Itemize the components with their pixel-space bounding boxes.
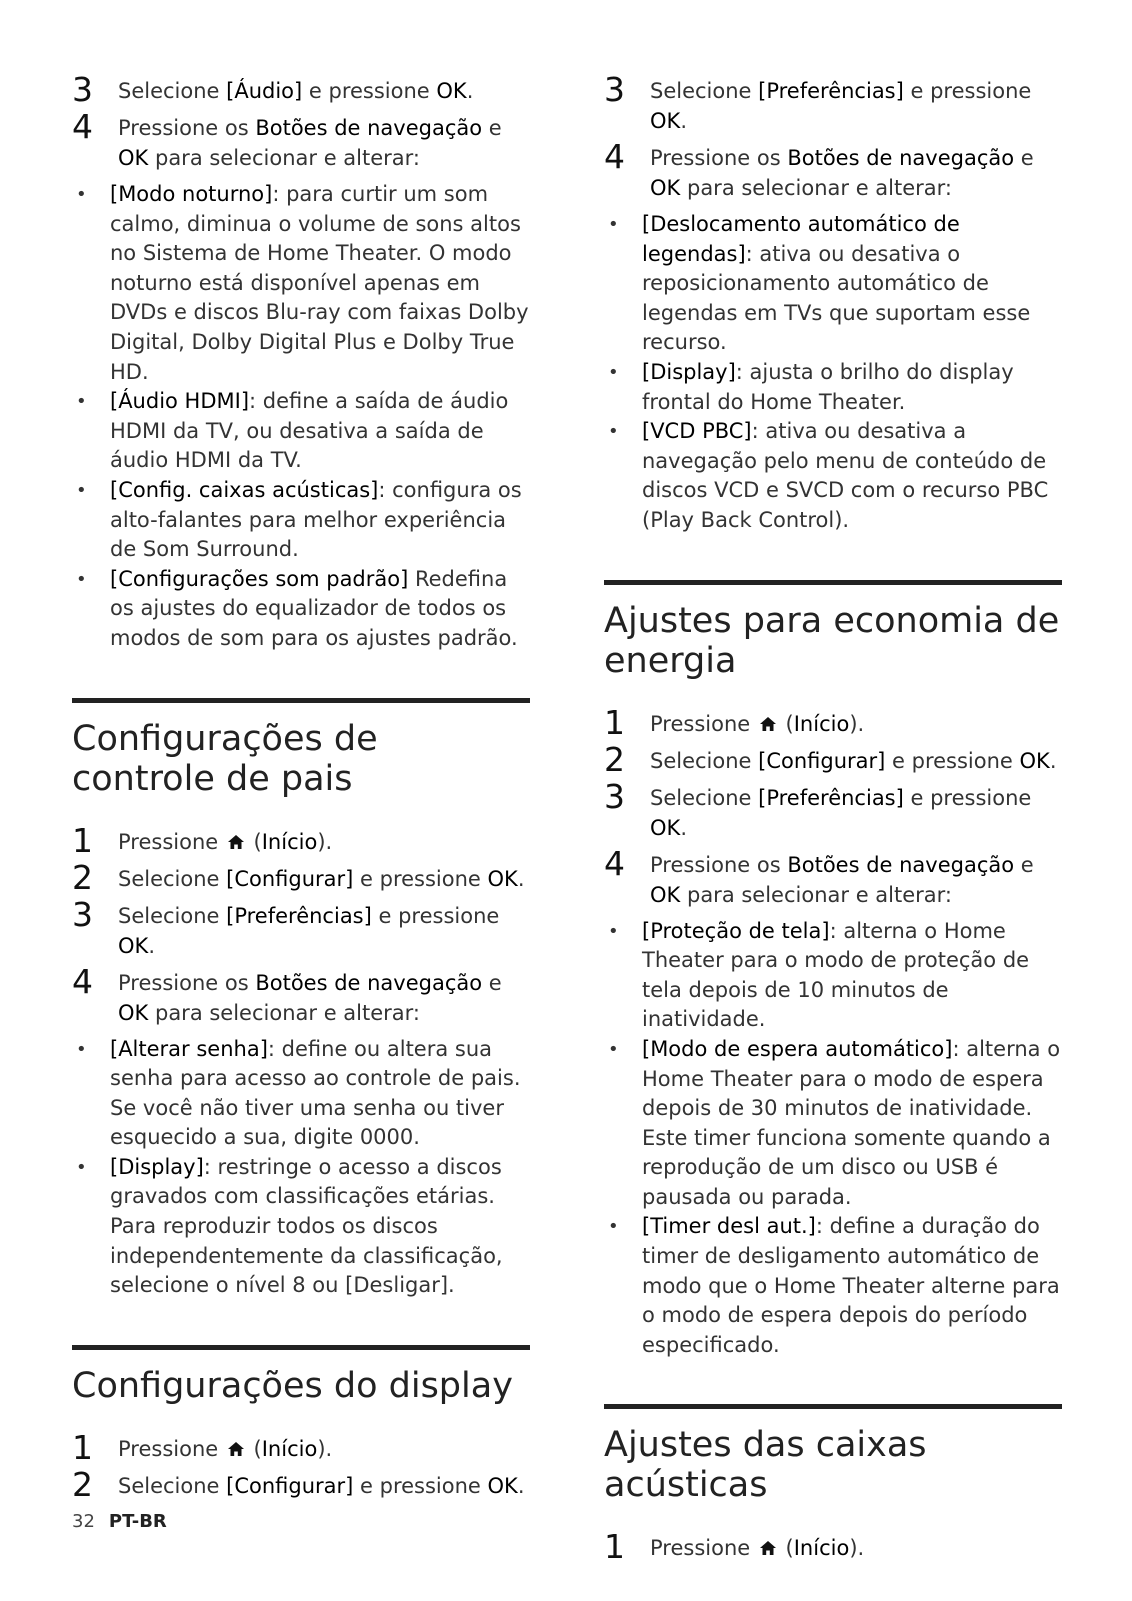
section-title-speakers: Ajustes das caixas acústicas: [604, 1425, 927, 1506]
step-keyword: OK: [487, 1473, 518, 1498]
right-column: [604, 70, 1062, 1570]
home-icon: [227, 1435, 245, 1451]
step-text: Pressione (Início).: [118, 829, 333, 854]
audio-bullets: [72, 180, 530, 654]
step-item: [72, 961, 530, 1028]
step-number: 2: [604, 739, 625, 779]
step-number: 1: [604, 702, 625, 742]
section-title-parental: Configurações de controle de pais: [72, 718, 378, 799]
step-item: [604, 702, 1062, 742]
language-code: PT-BR: [108, 1511, 167, 1532]
section-rule: [72, 1345, 530, 1350]
display-steps: [72, 1427, 530, 1504]
step-text: Selecione [Preferências] e pressione OK.: [650, 785, 1032, 840]
step-number: 2: [72, 857, 93, 897]
bullet-item: [604, 358, 1062, 417]
step-keyword: [Preferências]: [758, 79, 904, 103]
step-keyword: [Configurar]: [226, 866, 354, 891]
section-speakers: [604, 1404, 1062, 1567]
page-footer: [72, 1511, 167, 1532]
preferences-steps: [604, 70, 1062, 203]
step-keyword: Botões de navegação: [255, 970, 483, 995]
option-description: : define ou altera sua senha para acesso ao controle de pais. Se você não tiver uma senha ou tiver esquecido a sua, digite 0000.: [110, 1036, 521, 1150]
speakers-steps: [604, 1527, 1062, 1567]
section-title-energy: Ajustes para economia de energia: [604, 600, 1060, 681]
step-keyword: OK: [650, 176, 681, 200]
step-text: Pressione os Botões de navegação e OK para selecionar e alterar:: [650, 146, 1034, 200]
option-term: [Display]: [642, 359, 736, 384]
step-keyword: OK: [1019, 748, 1050, 773]
bullet-item: [604, 917, 1062, 1035]
step-number: 4: [604, 843, 625, 883]
option-term: [Áudio HDMI]: [110, 389, 250, 414]
bullet-item: [604, 417, 1062, 535]
step-item: [72, 107, 530, 173]
option-description: : define a duração do timer de desligamento automático de modo que o Home Theater alterne para o modo de espera depois do período especificado.: [642, 1214, 1060, 1357]
option-description: : para curtir um som calmo, diminua o volume de sons altos no Sistema de Home Theater. O modo noturno está disponível apenas em DVDs e discos Blu-ray com faixas Dolby Digital, Dolby Digital Plus e Dolby True HD.: [110, 182, 529, 384]
option-description: Redefina os ajustes do equalizador de todos os modos de som para os ajustes padrão.: [110, 566, 518, 650]
bullet-item: [72, 1035, 530, 1153]
page-number: 32: [72, 1511, 95, 1532]
step-text: Selecione [Preferências] e pressione OK.: [118, 903, 500, 958]
option-description: : alterna o Home Theater para o modo de proteção de tela depois de 10 minutos de inatividade.: [642, 918, 1030, 1032]
bullet-item: [72, 180, 530, 387]
option-term: [Proteção de tela]: [642, 918, 830, 943]
step-item: [604, 739, 1062, 779]
step-keyword: OK: [118, 933, 149, 958]
step-keyword: [Áudio]: [226, 79, 303, 103]
option-description: : define a saída de áudio HDMI da TV, ou desativa a saída de áudio HDMI da TV.: [110, 389, 509, 473]
option-description: : configura os alto-falantes para melhor experiência de Som Surround.: [110, 477, 522, 562]
step-number: 2: [72, 1464, 93, 1504]
step-number: 1: [72, 820, 93, 860]
step-keyword: [Configurar]: [758, 748, 886, 773]
step-text: Selecione [Áudio] e pressione OK.: [118, 79, 474, 103]
section-parental: [72, 698, 530, 1301]
step-number: 4: [72, 961, 93, 1001]
step-text: Selecione [Configurar] e pressione OK.: [118, 1473, 525, 1498]
option-term: [Deslocamento automático de legendas]: [642, 212, 960, 266]
step-item: [604, 776, 1062, 843]
parental-steps: [72, 820, 530, 1028]
home-icon: [759, 710, 777, 726]
step-keyword: [Preferências]: [758, 785, 904, 810]
step-item: [72, 894, 530, 961]
step-text: Selecione [Configurar] e pressione OK.: [650, 748, 1057, 773]
step-text: Pressione (Início).: [650, 1536, 865, 1561]
step-item: [604, 1527, 1062, 1567]
energy-bullets: [604, 917, 1062, 1361]
section-energy: [604, 580, 1062, 1361]
option-term: [Display]: [110, 1154, 204, 1179]
step-item: [72, 70, 530, 109]
bullet-item: [604, 210, 1062, 358]
step-keyword: Início: [261, 829, 318, 854]
option-term: [Configurações som padrão]: [110, 566, 409, 591]
step-item: [72, 857, 530, 897]
option-term: [Modo noturno]: [110, 182, 273, 206]
section-rule: [604, 580, 1062, 585]
option-term: [Modo de espera automático]: [642, 1036, 953, 1061]
step-text: Selecione [Configurar] e pressione OK.: [118, 866, 525, 891]
step-item: [604, 137, 1062, 203]
section-title-display: Configurações do display: [72, 1365, 513, 1406]
step-keyword: OK: [487, 866, 518, 891]
step-item: [72, 1427, 530, 1467]
option-term: [Timer desl aut.]: [642, 1214, 816, 1239]
audio-steps: [72, 70, 530, 173]
parental-bullets: [72, 1035, 530, 1301]
step-keyword: [Configurar]: [226, 1473, 354, 1498]
step-text: Pressione os Botões de navegação e OK para selecionar e alterar:: [650, 852, 1034, 907]
step-text: Selecione [Preferências] e pressione OK.: [650, 79, 1032, 133]
step-text: Pressione os Botões de navegação e OK para selecionar e alterar:: [118, 970, 502, 1025]
step-text: Pressione os Botões de navegação e OK para selecionar e alterar:: [118, 116, 502, 170]
step-item: [72, 1464, 530, 1504]
step-keyword: [Preferências]: [226, 903, 372, 928]
step-keyword: Botões de navegação: [787, 852, 1015, 877]
step-item: [604, 843, 1062, 910]
section-display: [72, 1345, 530, 1504]
energy-steps: [604, 702, 1062, 910]
section-rule: [604, 1404, 1062, 1409]
step-keyword: Início: [793, 1536, 850, 1561]
home-icon: [227, 828, 245, 844]
step-keyword: OK: [650, 882, 681, 907]
home-icon: [759, 1534, 777, 1550]
step-text: Pressione (Início).: [650, 711, 865, 736]
step-keyword: Botões de navegação: [255, 116, 483, 140]
bullet-item: [72, 565, 530, 654]
step-text: Pressione (Início).: [118, 1436, 333, 1461]
option-description: : ativa ou desativa a navegação pelo menu de conteúdo de discos VCD e SVCD com o recurso PBC (Play Back Control).: [642, 419, 1049, 532]
step-keyword: Início: [261, 1436, 318, 1461]
step-keyword: OK: [436, 79, 467, 103]
step-item: [72, 820, 530, 860]
step-number: 3: [72, 894, 93, 934]
step-number: 1: [72, 1427, 93, 1467]
preferences-bullets: [604, 210, 1062, 536]
bullet-item: [72, 387, 530, 476]
option-description: : ajusta o brilho do display frontal do Home Theater.: [642, 359, 1014, 414]
step-number: 3: [604, 776, 625, 816]
step-item: [604, 70, 1062, 136]
section-rule: [72, 698, 530, 703]
step-keyword: Botões de navegação: [787, 146, 1015, 170]
step-number: 3: [72, 70, 93, 109]
option-term: [Alterar senha]: [110, 1036, 268, 1061]
step-keyword: OK: [650, 815, 681, 840]
step-number: 4: [72, 107, 93, 146]
step-keyword: OK: [118, 146, 149, 170]
step-keyword: OK: [650, 109, 681, 133]
option-term: [Config. caixas acústicas]: [110, 477, 379, 502]
option-description: : restringe o acesso a discos gravados com classificações etárias. Para reproduzir todos os discos independentemente da classificação, selecione o nível 8 ou [Desligar].: [110, 1154, 503, 1298]
step-keyword: OK: [118, 1000, 149, 1025]
option-description: : ativa ou desativa o reposicionamento automático de legendas em TVs que suportam esse recurso.: [642, 241, 1031, 355]
step-number: 3: [604, 70, 625, 109]
bullet-item: [604, 1212, 1062, 1360]
bullet-item: [604, 1035, 1062, 1213]
step-number: 1: [604, 1527, 625, 1567]
option-term: [VCD PBC]: [642, 419, 752, 444]
step-keyword: Início: [793, 711, 850, 736]
bullet-item: [72, 476, 530, 565]
left-column: [72, 70, 530, 1508]
step-number: 4: [604, 137, 625, 176]
bullet-item: [72, 1153, 530, 1301]
option-description: : alterna o Home Theater para o modo de espera depois de 30 minutos de inatividade. Este timer funciona somente quando a reprodução de um disco ou USB é pausada ou parada.: [642, 1036, 1061, 1209]
